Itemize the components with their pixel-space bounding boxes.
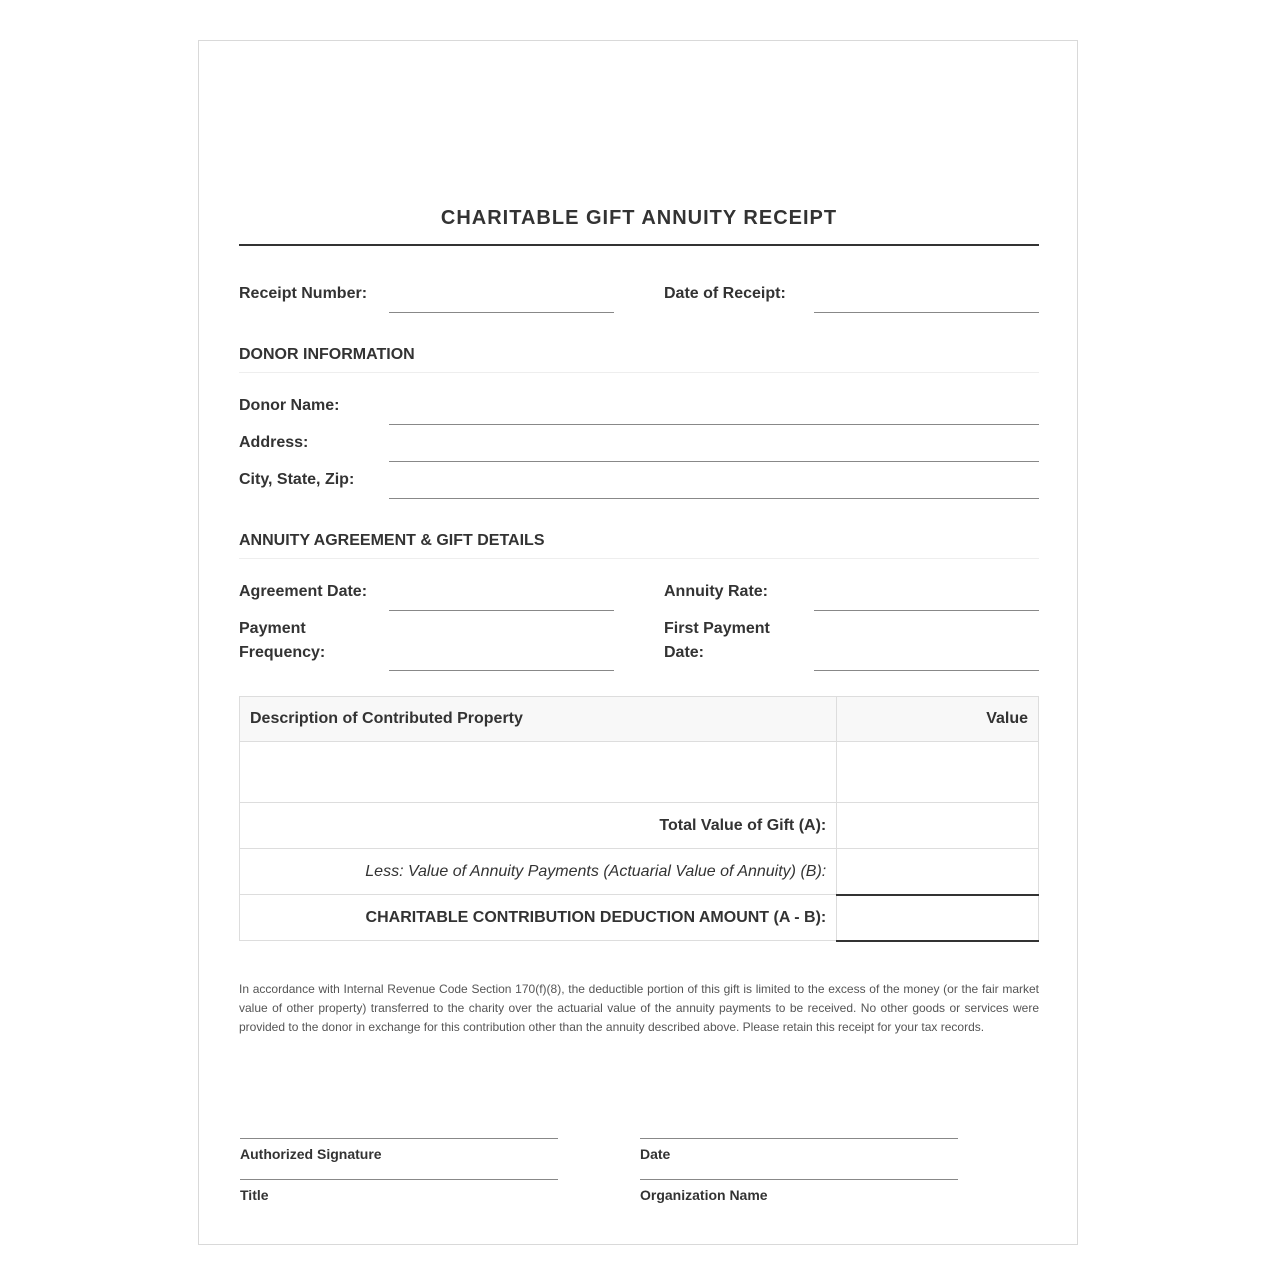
address-label: Address: [239, 434, 309, 451]
total-value-row [240, 803, 1039, 849]
address-field[interactable] [389, 461, 1039, 462]
receipt-number-field[interactable] [389, 312, 614, 313]
payment-frequency-field[interactable] [389, 670, 614, 671]
city-state-zip-label: City, State, Zip: [239, 471, 355, 488]
payment-frequency-label-line2: Frequency: [239, 644, 326, 661]
first-payment-date-label [664, 617, 770, 665]
agreement-section-divider [239, 558, 1039, 559]
table-header-row [240, 697, 1039, 742]
agreement-date-field[interactable] [389, 610, 614, 611]
date-signature-line[interactable] [640, 1138, 958, 1139]
annuity-value-cell[interactable] [837, 849, 1039, 895]
title-line[interactable] [240, 1179, 558, 1180]
city-state-zip-field[interactable] [389, 498, 1039, 499]
donor-name-label: Donor Name: [239, 397, 340, 414]
receipt-page [198, 40, 1078, 1245]
description-column-header: Description of Contributed Property [240, 697, 837, 742]
first-payment-date-label-line2: Date: [664, 644, 705, 661]
first-payment-date-field[interactable] [814, 670, 1039, 671]
payment-frequency-label-line1: Payment [239, 620, 306, 637]
tax-disclaimer: In accordance with Internal Revenue Code Section 170(f)(8), the deductible portion of this gift is limited to the excess of the money (or the fair market value of other property) transferred to the charity over the actuarial value of the annuity payments to be received. No other goods or services were provided to the donor in exchange for this contribution other than the annuity described above. Please retain this receipt for your tax records. [239, 982, 1039, 1034]
value-cell[interactable] [837, 742, 1039, 803]
organization-name-line[interactable] [640, 1179, 958, 1180]
date-of-receipt-field[interactable] [814, 312, 1039, 313]
deduction-amount-cell[interactable] [837, 895, 1039, 941]
description-cell[interactable] [240, 742, 837, 803]
title-signature-label: Title [240, 1187, 269, 1203]
donor-information-heading: DONOR INFORMATION [239, 346, 415, 363]
deduction-amount-label: CHARITABLE CONTRIBUTION DEDUCTION AMOUNT (A - B): [240, 895, 837, 941]
title-divider [239, 244, 1039, 246]
total-value-label: Total Value of Gift (A): [240, 803, 837, 849]
receipt-number-label: Receipt Number: [239, 285, 368, 302]
date-of-receipt-label: Date of Receipt: [664, 285, 786, 302]
annuity-value-label: Less: Value of Annuity Payments (Actuarial Value of Annuity) (B): [240, 849, 837, 895]
donor-name-field[interactable] [389, 424, 1039, 425]
first-payment-date-label-line1: First Payment [664, 620, 770, 637]
organization-name-label: Organization Name [640, 1187, 768, 1203]
authorized-signature-line[interactable] [240, 1138, 558, 1139]
annuity-rate-label: Annuity Rate: [664, 583, 768, 600]
contributed-property-table [239, 696, 1039, 942]
document-title: CHARITABLE GIFT ANNUITY RECEIPT [440, 207, 838, 229]
table-row [240, 742, 1039, 803]
donor-section-divider [239, 372, 1039, 373]
agreement-date-label: Agreement Date: [239, 583, 368, 600]
deduction-row [240, 895, 1039, 941]
annuity-value-row [240, 849, 1039, 895]
authorized-signature-label: Authorized Signature [240, 1146, 382, 1162]
annuity-agreement-heading: ANNUITY AGREEMENT & GIFT DETAILS [239, 532, 545, 549]
date-signature-label: Date [640, 1146, 671, 1162]
payment-frequency-label [239, 617, 325, 665]
annuity-rate-field[interactable] [814, 610, 1039, 611]
total-value-cell[interactable] [837, 803, 1039, 849]
value-column-header: Value [837, 697, 1039, 742]
